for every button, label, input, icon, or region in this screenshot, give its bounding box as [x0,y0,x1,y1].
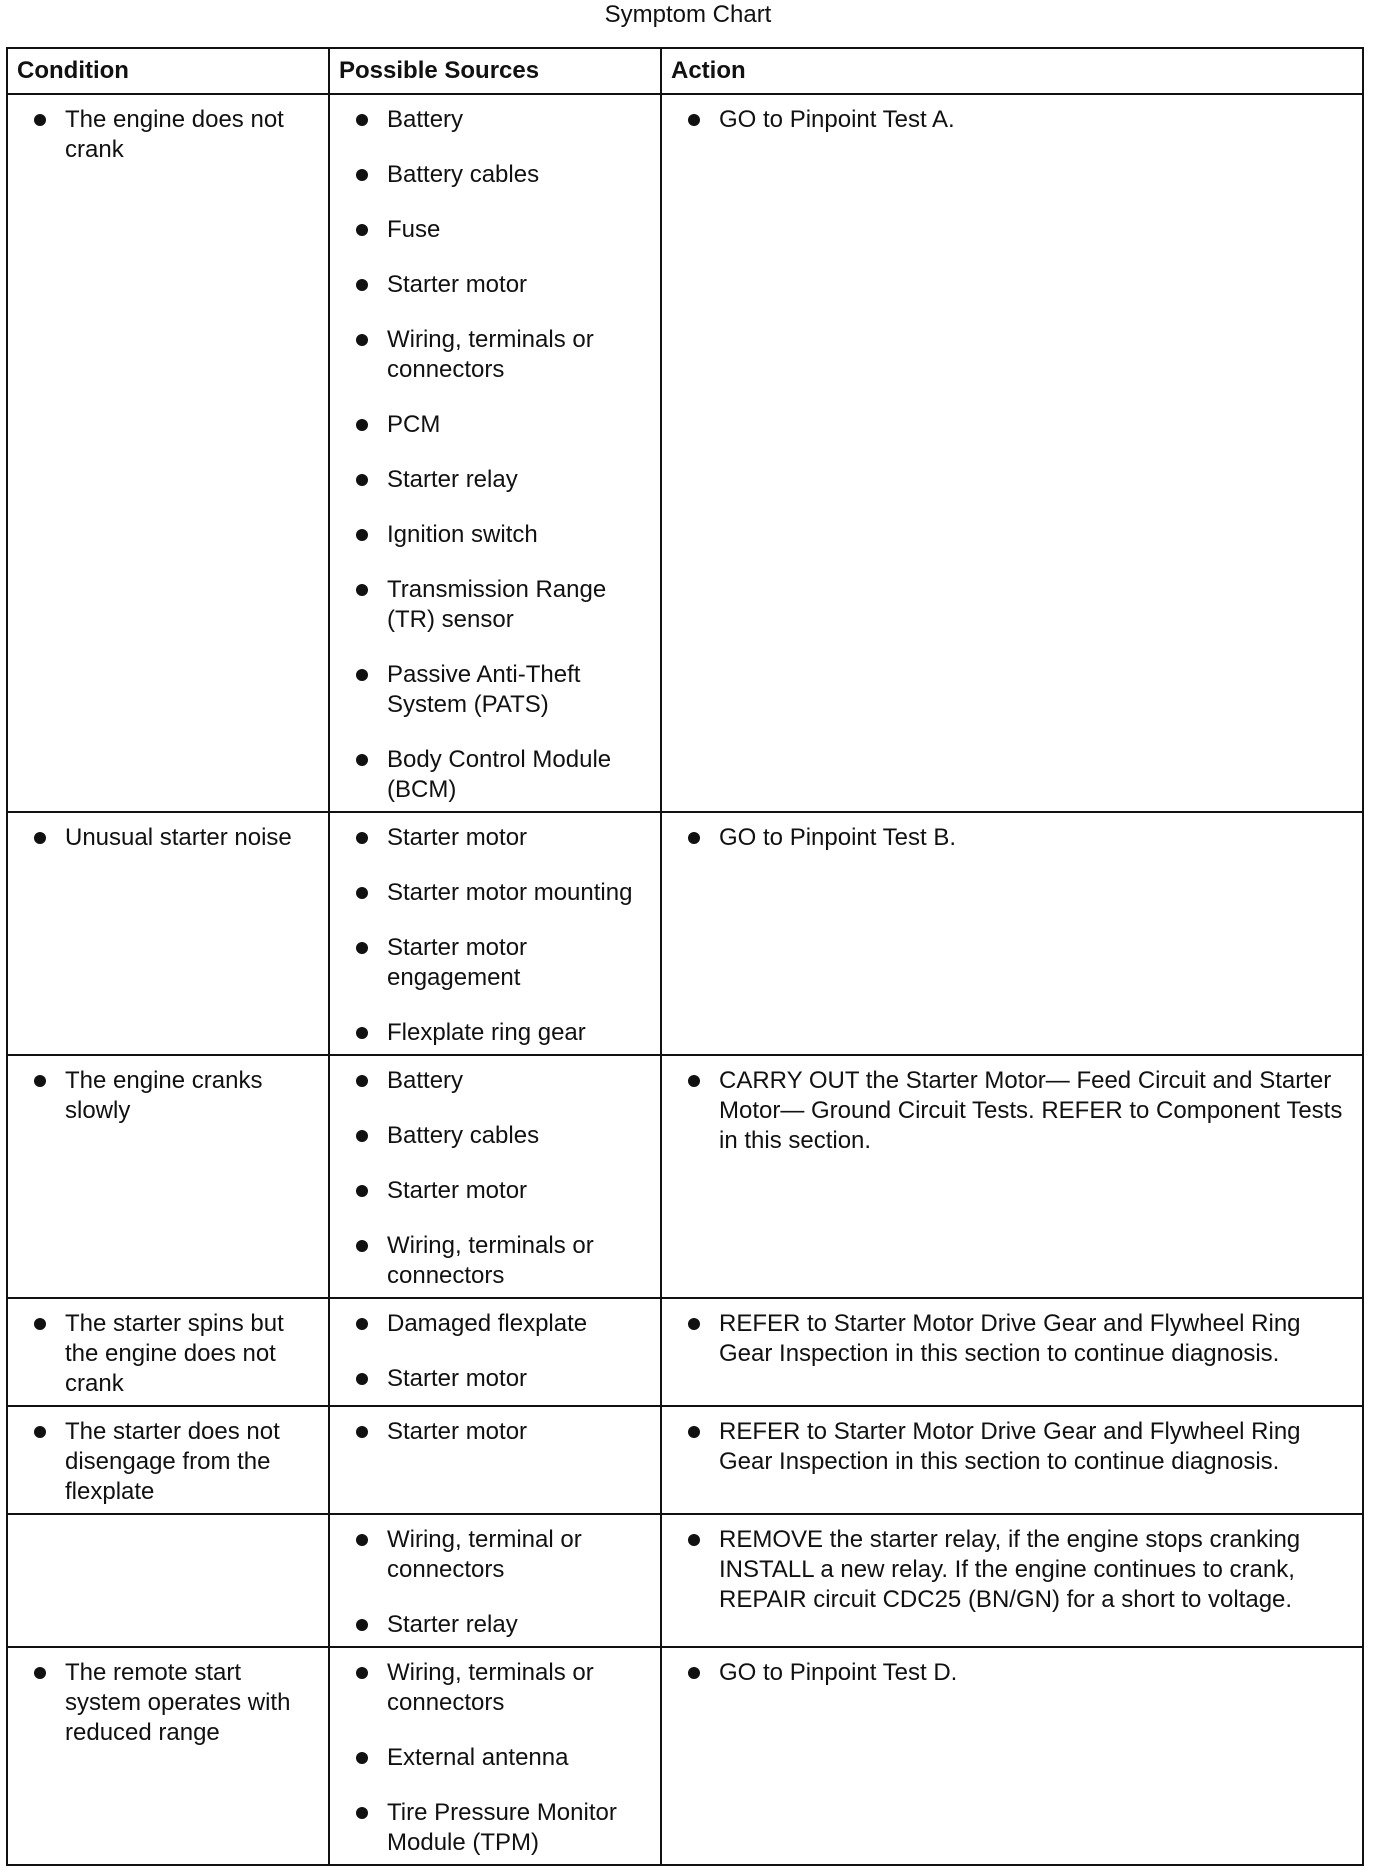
list-item [330,410,644,440]
bullet-icon [356,1619,368,1631]
item-text: The engine does not crank [65,106,284,163]
item-text: Starter motor mounting [387,879,633,906]
bullet-icon [356,1318,368,1330]
bullet-icon [356,1075,368,1087]
sources-cell [329,1647,661,1865]
item-text: Battery [387,1067,464,1094]
bullet-icon [356,754,368,766]
list-item [330,215,644,245]
header-condition: Condition [7,48,329,94]
list-item [330,465,644,495]
bullet-icon [34,114,46,126]
bullet-icon [356,279,368,291]
list-item [8,105,312,165]
bullet-icon [356,169,368,181]
list-item [330,745,644,805]
item-text: The remote start system operates with reduced range [65,1659,291,1746]
bullet-icon [356,419,368,431]
list-item [330,325,644,385]
bullet-icon [356,832,368,844]
item-text: Battery cables [387,1122,540,1149]
bullet-icon [34,1426,46,1438]
list-item [330,878,644,908]
list-item [330,160,644,190]
action-cell [661,1406,1363,1514]
bullet-icon [356,1534,368,1546]
bullet-icon [356,1373,368,1385]
bullet-icon [356,334,368,346]
item-text: GO to Pinpoint Test A. [719,106,955,133]
table-row [7,1647,1363,1865]
item-text: External antenna [387,1744,569,1771]
bullet-icon [34,832,46,844]
table-body [7,94,1363,1865]
condition-cell [7,94,329,812]
bullet-list [330,95,660,811]
bullet-icon [356,224,368,236]
bullet-icon [356,669,368,681]
bullet-icon [34,1075,46,1087]
bullet-icon [356,1426,368,1438]
list-item [330,1798,644,1858]
bullet-icon [356,1807,368,1819]
item-text: REFER to Starter Motor Drive Gear and Flywheel Ring Gear Inspection in this section to continue diagnosis. [719,1310,1301,1367]
list-item [330,1417,644,1447]
bullet-list [330,813,660,1054]
bullet-list [330,1648,660,1864]
item-text: The engine cranks slowly [65,1067,263,1124]
bullet-list [330,1515,660,1646]
bullet-list [662,813,1362,859]
item-text: Fuse [387,216,441,243]
bullet-icon [34,1318,46,1330]
header-action: Action [661,48,1363,94]
bullet-list [8,1407,328,1513]
bullet-list [662,1515,1362,1621]
item-text: Wiring, terminals or connectors [387,326,594,383]
list-item [662,1525,1346,1615]
item-text: REMOVE the starter relay, if the engine stops cranking INSTALL a new relay. If the engine continues to crank, REPAIR circuit CDC25 (BN/GN) for a short to voltage. [719,1526,1301,1613]
bullet-icon [356,529,368,541]
list-item [330,660,644,720]
condition-cell [7,1514,329,1647]
bullet-list [8,1515,328,1531]
list-item [662,1658,1346,1688]
list-item [330,520,644,550]
item-text: Starter motor [387,1418,528,1445]
item-text: REFER to Starter Motor Drive Gear and Flywheel Ring Gear Inspection in this section to continue diagnosis. [719,1418,1301,1475]
list-item [662,823,1346,853]
bullet-icon [356,1130,368,1142]
list-item [8,1066,312,1126]
item-text: GO to Pinpoint Test D. [719,1659,958,1686]
list-item [330,823,644,853]
list-item [330,1176,644,1206]
header-possible-sources: Possible Sources [329,48,661,94]
action-cell [661,812,1363,1055]
sources-cell [329,1298,661,1406]
bullet-icon [356,114,368,126]
list-item [330,105,644,135]
item-text: Body Control Module (BCM) [387,746,612,803]
item-text: Wiring, terminals or connectors [387,1659,594,1716]
condition-cell [7,1055,329,1298]
bullet-icon [688,832,700,844]
bullet-icon [356,942,368,954]
condition-cell [7,1647,329,1865]
list-item [662,1309,1346,1369]
item-text: Wiring, terminal or connectors [387,1526,582,1583]
list-item [662,1066,1346,1156]
action-cell [661,1055,1363,1298]
list-item [330,1231,644,1291]
action-cell [661,94,1363,812]
item-text: Passive Anti-Theft System (PATS) [387,661,581,718]
condition-cell [7,1406,329,1514]
item-text: GO to Pinpoint Test B. [719,824,957,851]
bullet-icon [34,1667,46,1679]
bullet-list [8,1299,328,1405]
bullet-list [330,1407,660,1453]
bullet-icon [356,1667,368,1679]
item-text: Starter relay [387,1611,518,1638]
symptom-table [6,47,1364,1866]
sources-cell [329,1055,661,1298]
table-header-row [7,48,1363,94]
item-text: Flexplate ring gear [387,1019,586,1046]
bullet-icon [688,1667,700,1679]
sources-cell [329,812,661,1055]
condition-cell [7,812,329,1055]
list-item [8,1658,312,1748]
list-item [662,1417,1346,1477]
bullet-icon [356,1752,368,1764]
list-item [330,270,644,300]
bullet-icon [356,1027,368,1039]
list-item [330,1658,644,1718]
list-item [330,933,644,993]
item-text: Starter motor [387,1365,528,1392]
table-row [7,94,1363,812]
bullet-icon [356,1240,368,1252]
item-text: Starter motor [387,271,528,298]
item-text: Starter motor [387,1177,528,1204]
item-text: Starter relay [387,466,518,493]
list-item [330,1743,644,1773]
bullet-list [662,1648,1362,1694]
bullet-icon [688,1318,700,1330]
list-item [8,1417,312,1507]
table-row [7,1055,1363,1298]
sources-cell [329,1406,661,1514]
bullet-icon [688,1075,700,1087]
bullet-list [662,95,1362,141]
item-text: Tire Pressure Monitor Module (TPM) [387,1799,617,1856]
list-item [330,1309,644,1339]
item-text: The starter spins but the engine does not crank [65,1310,284,1397]
bullet-icon [356,474,368,486]
item-text: PCM [387,411,441,438]
list-item [662,105,1346,135]
item-text: The starter does not disengage from the flexplate [65,1418,280,1505]
item-text: CARRY OUT the Starter Motor— Feed Circuit and Starter Motor— Ground Circuit Tests. REFER to Component Tests in this section. [719,1067,1343,1154]
bullet-list [662,1407,1362,1483]
table-row [7,1298,1363,1406]
bullet-list [662,1299,1362,1375]
item-text: Unusual starter noise [65,824,292,851]
list-item [330,1610,644,1640]
bullet-list [330,1299,660,1400]
bullet-icon [688,1534,700,1546]
table-row [7,1406,1363,1514]
action-cell [661,1647,1363,1865]
bullet-icon [356,887,368,899]
list-item [330,1121,644,1151]
list-item [8,823,312,853]
table-row [7,1514,1363,1647]
bullet-icon [356,584,368,596]
sources-cell [329,94,661,812]
list-item [8,1309,312,1399]
page-title: Symptom Chart [604,1,772,28]
item-text: Ignition switch [387,521,538,548]
table-row [7,812,1363,1055]
bullet-list [8,813,328,859]
bullet-icon [688,1426,700,1438]
item-text: Battery cables [387,161,540,188]
list-item [330,1364,644,1394]
bullet-icon [356,1185,368,1197]
sources-cell [329,1514,661,1647]
bullet-icon [688,114,700,126]
action-cell [661,1298,1363,1406]
action-cell [661,1514,1363,1647]
item-text: Damaged flexplate [387,1310,588,1337]
bullet-list [330,1056,660,1297]
item-text: Wiring, terminals or connectors [387,1232,594,1289]
bullet-list [8,1648,328,1754]
item-text: Starter motor [387,824,528,851]
item-text: Transmission Range (TR) sensor [387,576,607,633]
item-text: Starter motor engagement [387,934,528,991]
item-text: Battery [387,106,464,133]
list-item [330,1018,644,1048]
bullet-list [8,95,328,171]
bullet-list [662,1056,1362,1162]
list-item [330,1066,644,1096]
list-item [330,575,644,635]
bullet-list [8,1056,328,1132]
condition-cell [7,1298,329,1406]
list-item [330,1525,644,1585]
